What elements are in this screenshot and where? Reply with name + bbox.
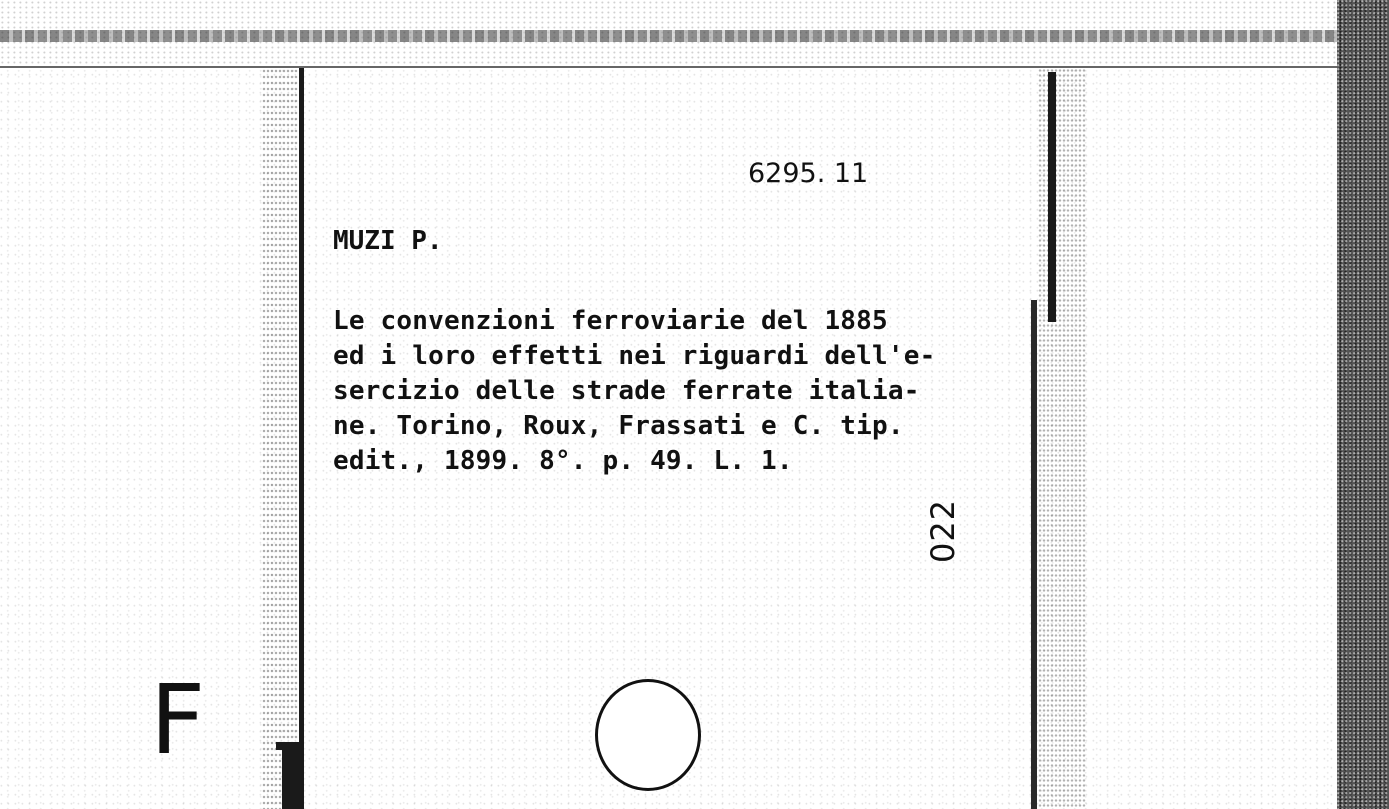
- bibliographic-description: [333, 304, 935, 479]
- punch-hole: [595, 679, 701, 791]
- card-right-edge: [1031, 300, 1037, 809]
- description-line: Le convenzioni ferroviarie del 1885: [333, 306, 888, 336]
- right-card-shadow: [1038, 68, 1086, 809]
- description-line: edit., 1899. 8°. p. 49. L. 1.: [333, 446, 793, 476]
- author-heading: MUZI P.: [333, 226, 443, 256]
- description-line: sercizio delle strade ferrate italia-: [333, 376, 920, 406]
- description-line: ed i loro effetti nei riguardi dell'e-: [333, 341, 936, 371]
- description-line: ne. Torino, Roux, Frassati e C. tip.: [333, 411, 904, 441]
- margin-letter: F: [150, 664, 206, 776]
- right-scan-border: [1337, 0, 1389, 809]
- bottom-edge-mark: [282, 742, 302, 809]
- left-card-shadow: [262, 68, 298, 809]
- stamp-number: [920, 498, 966, 564]
- stamp-number-text: 022: [924, 498, 962, 564]
- top-card-edge: [0, 30, 1337, 42]
- card-right-edge-upper: [1048, 72, 1056, 322]
- shelfmark: 6295. 11: [748, 158, 869, 189]
